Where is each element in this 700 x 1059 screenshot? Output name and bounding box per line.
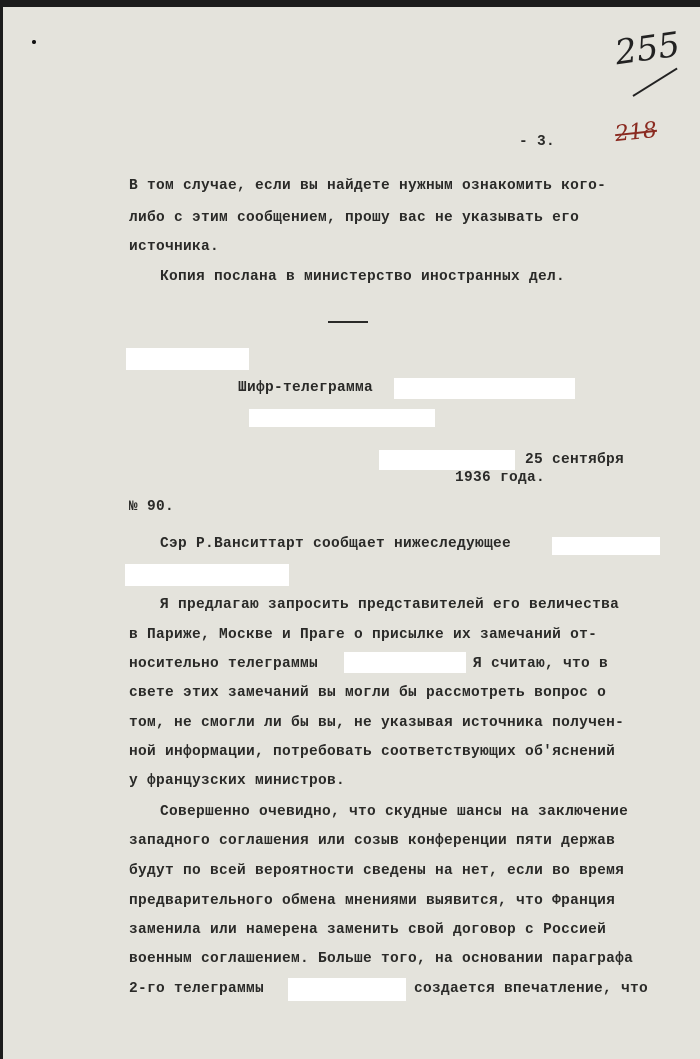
telegram-year: 1936 года. <box>455 470 546 486</box>
redaction-box <box>552 537 660 555</box>
telegram-number: № 90. <box>129 499 175 515</box>
redaction-box <box>394 378 575 399</box>
body-line: источника. <box>129 239 220 255</box>
body-line: заменила или намерена заменить свой договор с Россией <box>129 922 607 938</box>
body-line: В том случае, если вы найдете нужным ознакомить кого- <box>129 178 607 194</box>
redaction-box <box>125 564 289 586</box>
body-line: Совершенно очевидно, что скудные шансы на заключение <box>160 804 629 820</box>
body-line: в Париже, Москве и Праге о присылке их замечаний от- <box>129 627 598 643</box>
redaction-box <box>249 409 435 427</box>
redaction-box <box>344 652 466 673</box>
copy-note: Копия послана в министерство иностранных дел. <box>160 269 566 285</box>
telegram-date: 25 сентября <box>525 452 625 468</box>
telegram-intro: Сэр Р.Ванситтарт сообщает нижеследующее <box>160 536 512 552</box>
body-line: у французских министров. <box>129 773 346 789</box>
section-separator <box>328 321 368 323</box>
body-line: предварительного обмена мнениями выявится, что Франция <box>129 893 616 909</box>
body-line: 2-го телеграммы <box>129 981 265 997</box>
old-page-number: 218 <box>613 117 659 148</box>
body-line: свете этих замечаний вы могли бы рассмотреть вопрос о <box>129 685 607 701</box>
redaction-box <box>288 978 406 1001</box>
margin-dot <box>32 40 36 44</box>
body-line: либо с этим сообщением, прошу вас не указывать его <box>129 210 580 226</box>
body-line: Я предлагаю запросить представителей его величества <box>160 597 620 613</box>
archive-number: 255 <box>612 24 683 74</box>
body-line: Я считаю, что в <box>473 656 609 672</box>
body-line: том, не смогли ли бы вы, не указывая источника получен- <box>129 715 625 731</box>
body-line: военным соглашением. Больше того, на основании параграфа <box>129 951 634 967</box>
body-line: создается впечатление, что <box>414 981 649 997</box>
body-line: ной информации, потребовать соответствующих об'яснений <box>129 744 616 760</box>
redaction-box <box>379 450 515 470</box>
archive-number-underline <box>632 68 677 97</box>
body-line: западного соглашения или созыв конференции пяти держав <box>129 833 616 849</box>
body-line: будут по всей вероятности сведены на нет, если во время <box>129 863 625 879</box>
redaction-box <box>126 348 249 370</box>
telegram-heading: Шифр-телеграмма <box>238 380 374 396</box>
body-line: носительно телеграммы <box>129 656 319 672</box>
page-marker: - 3. <box>519 134 556 150</box>
